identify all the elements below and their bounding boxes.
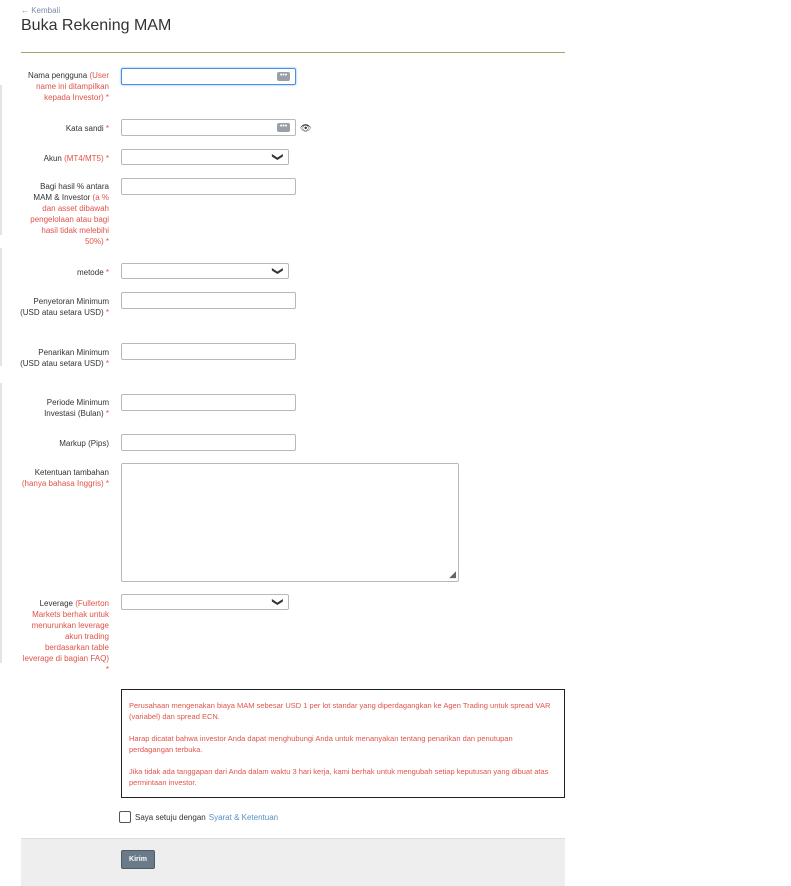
extra-terms-label: Ketentuan tambahan (hanya bahasa Inggris) * (21, 468, 109, 488)
min-period-input[interactable] (121, 394, 296, 411)
min-withdraw-label: Penarikan Minimum (USD atau setara USD) * (20, 348, 109, 368)
notice-paragraph: Perusahaan mengenakan biaya MAM sebesar USD 1 per lot standar yang diperdagangkan ke Agen Trading untuk spread VAR (variabel) dan spread ECN. (129, 701, 551, 721)
password-manager-icon[interactable]: ••• (277, 123, 290, 132)
min-deposit-input[interactable] (121, 292, 296, 309)
leverage-label: Leverage (Fullerton Markets berhak untuk menurunkan leverage akun trading berdasarkan table leverage di bagian FAQ) * (22, 599, 109, 674)
account-select[interactable] (121, 149, 289, 165)
chevron-down-icon: ❯ (271, 266, 284, 276)
form-footer (21, 838, 565, 886)
method-select[interactable] (121, 263, 289, 279)
extra-terms-textarea[interactable] (121, 463, 459, 582)
markup-label: Markup (Pips) (59, 439, 109, 448)
resize-handle-icon[interactable]: ◢ (449, 569, 456, 579)
agree-checkbox[interactable] (119, 811, 131, 823)
password-manager-icon[interactable]: ••• (277, 72, 290, 81)
notice-paragraph: Harap dicatat bahwa investor Anda dapat menghubungi Anda untuk menanyakan tentang penarikan dan penutupan perdagangan terbuka. (129, 734, 513, 754)
min-period-label: Periode Minimum Investasi (Bulan) * (44, 398, 109, 418)
agree-row (119, 811, 278, 823)
side-marker (0, 383, 2, 663)
markup-input[interactable] (121, 434, 296, 451)
chevron-down-icon: ❯ (271, 152, 284, 162)
min-deposit-label: Penyetoran Minimum (USD atau setara USD) * (20, 297, 109, 317)
back-link[interactable]: ← Kembali (21, 6, 61, 15)
side-marker (0, 85, 2, 235)
page-title: Buka Rekening MAM (21, 17, 172, 34)
leverage-select[interactable] (121, 594, 289, 610)
username-label: Nama pengguna (User name ini ditampilkan kepada Investor) * (28, 71, 109, 102)
method-label: metode * (76, 268, 109, 277)
agree-text: Saya setuju dengan (135, 812, 206, 822)
password-label: Kata sandi * (65, 124, 109, 133)
side-marker (0, 248, 2, 366)
fee-notice-box (121, 689, 565, 798)
profit-share-input[interactable] (121, 178, 296, 195)
notice-paragraph: Jika tidak ada tanggapan dari Anda dalam waktu 3 hari kerja, kami berhak untuk mengubah setiap keputusan yang dibuat atas permintaan investor. (129, 767, 549, 787)
password-input[interactable] (121, 119, 296, 136)
account-label: Akun (MT4/MT5) * (43, 154, 109, 163)
min-withdraw-input[interactable] (121, 343, 296, 360)
title-divider (21, 52, 565, 53)
terms-link[interactable]: Syarat & Ketentuan (208, 812, 279, 822)
username-input[interactable] (121, 68, 296, 85)
submit-button[interactable]: Kirim (121, 850, 155, 869)
chevron-down-icon: ❯ (271, 597, 284, 607)
show-password-eye-icon[interactable]: 👁 (300, 123, 312, 133)
profit-share-label: Bagi hasil % antara MAM & Investor (a % dan asset dibawah pengelolaan atau bagi hasil tidak melebihi 50%) * (30, 182, 109, 246)
